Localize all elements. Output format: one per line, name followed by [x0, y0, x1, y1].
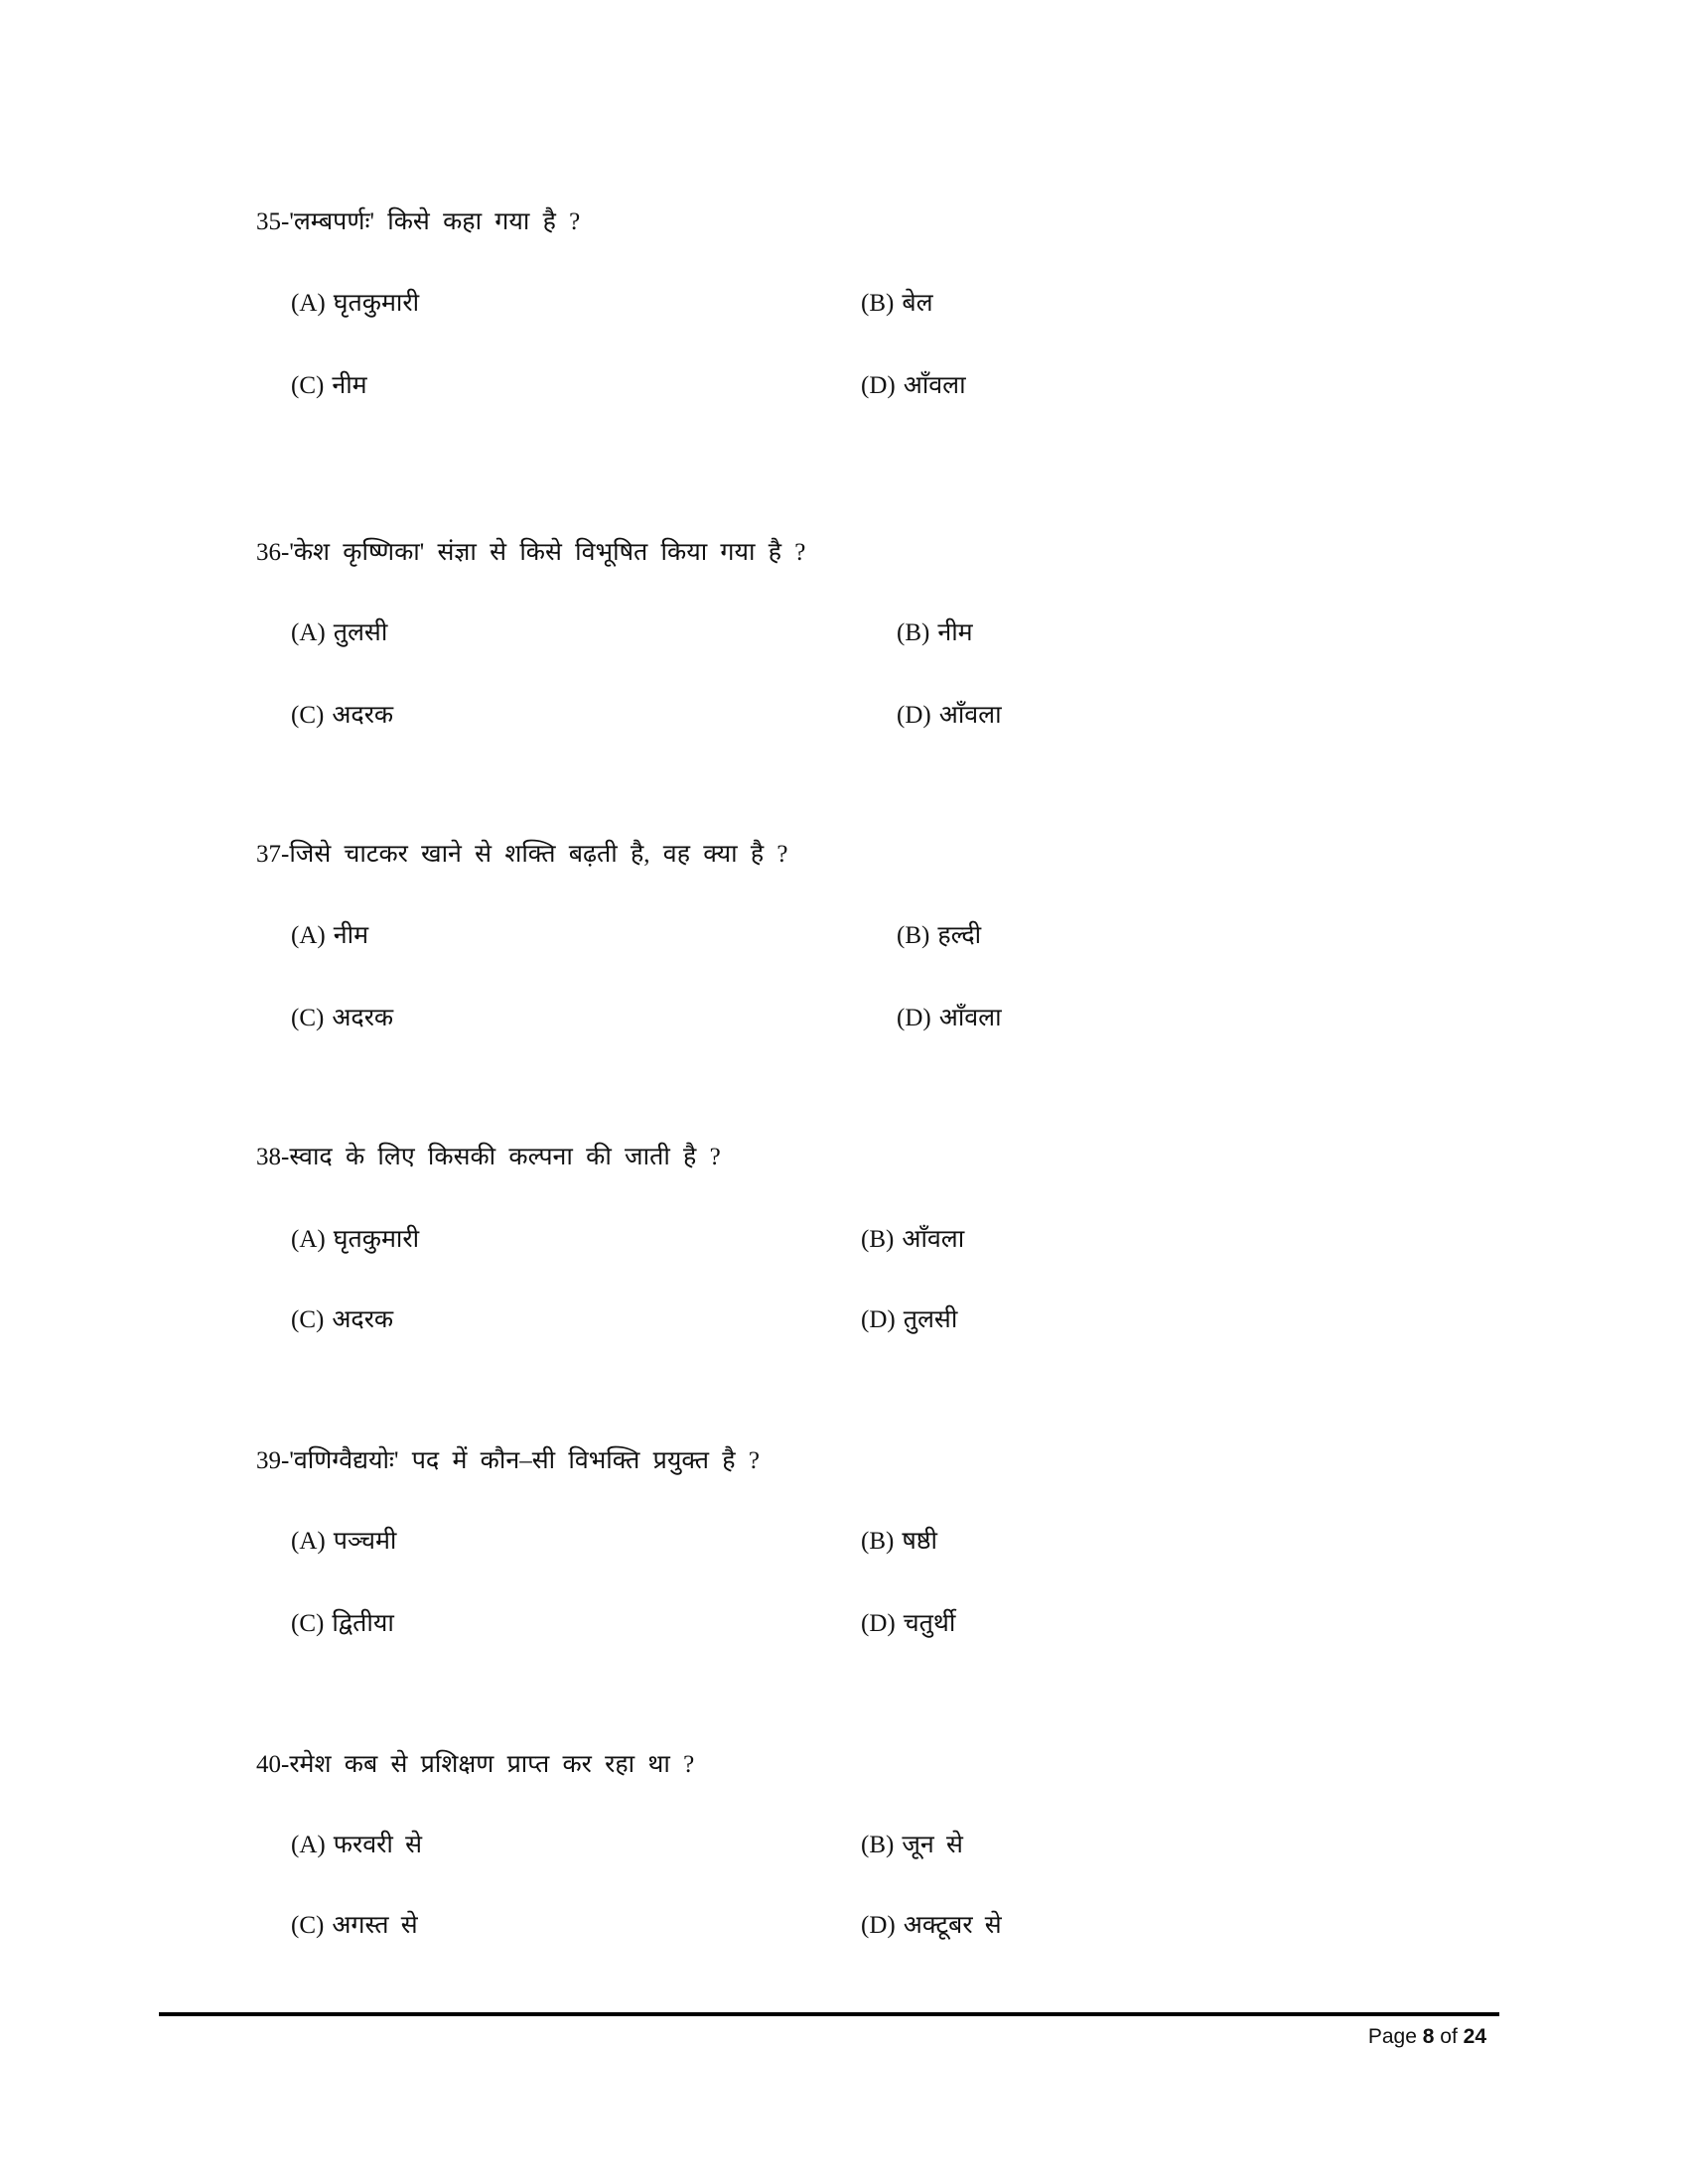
option-a [291, 289, 419, 319]
option-label: (C) [291, 1610, 325, 1637]
option-text: फरवरी से [333, 1832, 422, 1858]
option-label: (B) [861, 290, 895, 317]
option-text: षष्ठी [902, 1528, 937, 1555]
question-40 [256, 1750, 694, 1780]
option-d [861, 1609, 955, 1639]
option-text: द्वितीया [332, 1610, 394, 1637]
option-label: (B) [897, 619, 930, 646]
option-b [861, 1225, 964, 1255]
option-text: अगस्त से [332, 1912, 418, 1939]
page-prefix: Page [1367, 2025, 1417, 2048]
question-39 [256, 1446, 760, 1476]
option-label: (C) [291, 1005, 325, 1031]
option-text: नीम [332, 372, 367, 399]
option-text: अदरक [332, 1005, 394, 1031]
option-label: (D) [861, 1610, 896, 1637]
option-label: (B) [897, 922, 930, 949]
option-c [291, 1004, 393, 1033]
option-label: (A) [291, 1832, 326, 1858]
option-c [291, 1911, 418, 1941]
question-number: 40- [256, 1751, 290, 1778]
option-label: (D) [861, 372, 896, 399]
option-text: आँवला [938, 1005, 1002, 1031]
option-a [291, 1225, 419, 1255]
page-of-label: of [1440, 2025, 1458, 2048]
option-d [861, 1305, 957, 1335]
option-text: आँवला [903, 372, 966, 399]
option-a [291, 1527, 396, 1557]
option-b [897, 921, 981, 951]
option-text: घृतकुमारी [333, 1226, 420, 1253]
question-text: 'लम्बपर्णः' किसे कहा गया है ? [289, 208, 581, 235]
question-text: स्वाद के लिए किसकी कल्पना की जाती है ? [289, 1144, 721, 1170]
option-b [861, 1527, 937, 1557]
option-text: अदरक [332, 702, 394, 729]
option-c [291, 701, 393, 731]
question-number: 39- [256, 1447, 290, 1474]
current-page: 8 [1422, 2025, 1435, 2048]
question-text: जिसे चाटकर खाने से शक्ति बढ़ती है, वह क्या है ? [289, 841, 788, 868]
option-text: नीम [937, 619, 973, 646]
question-text: 'वणिग्वैद्ययोः' पद में कौन–सी विभक्ति प्रयुक्त है ? [289, 1447, 760, 1474]
option-label: (B) [861, 1226, 895, 1253]
question-text: 'केश कृष्णिका' संज्ञा से किसे विभूषित किया गया है ? [289, 539, 806, 566]
option-label: (C) [291, 1912, 325, 1939]
option-label: (A) [291, 1528, 326, 1555]
option-a [291, 618, 387, 648]
question-37 [256, 840, 787, 870]
question-number: 35- [256, 208, 290, 235]
option-text: अदरक [332, 1306, 394, 1333]
option-text: अक्टूबर से [903, 1912, 1002, 1939]
option-text: तुलसी [903, 1306, 958, 1333]
option-label: (D) [861, 1912, 896, 1939]
option-c [291, 1609, 394, 1639]
question-number: 38- [256, 1144, 290, 1170]
option-text: नीम [333, 922, 369, 949]
option-label: (C) [291, 1306, 325, 1333]
option-text: तुलसी [333, 619, 388, 646]
question-36 [256, 538, 805, 568]
option-label: (D) [897, 1005, 931, 1031]
option-c [291, 371, 367, 401]
option-d [897, 701, 1002, 731]
question-38 [256, 1143, 721, 1172]
option-text: जून से [902, 1832, 963, 1858]
option-a [291, 1831, 422, 1860]
option-label: (C) [291, 702, 325, 729]
option-text: आँवला [938, 702, 1002, 729]
option-c [291, 1305, 393, 1335]
option-d [897, 1004, 1002, 1033]
option-text: आँवला [902, 1226, 965, 1253]
option-label: (D) [861, 1306, 896, 1333]
option-a [291, 921, 368, 951]
option-text: बेल [902, 290, 933, 317]
question-number: 36- [256, 539, 290, 566]
option-label: (C) [291, 372, 325, 399]
option-b [897, 618, 973, 648]
option-label: (B) [861, 1528, 895, 1555]
option-label: (A) [291, 1226, 326, 1253]
question-35 [256, 207, 580, 237]
option-b [861, 1831, 963, 1860]
option-d [861, 371, 966, 401]
option-text: पञ्चमी [333, 1528, 397, 1555]
option-label: (A) [291, 619, 326, 646]
option-text: हल्दी [937, 922, 982, 949]
option-text: घृतकुमारी [333, 290, 420, 317]
page-number [1368, 2024, 1486, 2050]
footer-divider [159, 2012, 1499, 2016]
question-number: 37- [256, 841, 290, 868]
option-label: (B) [861, 1832, 895, 1858]
option-label: (A) [291, 922, 326, 949]
option-label: (A) [291, 290, 326, 317]
total-pages: 24 [1463, 2025, 1486, 2048]
question-text: रमेश कब से प्रशिक्षण प्राप्त कर रहा था ? [289, 1751, 695, 1778]
option-b [861, 289, 933, 319]
option-text: चतुर्थी [903, 1610, 956, 1637]
option-d [861, 1911, 1002, 1941]
option-label: (D) [897, 702, 931, 729]
